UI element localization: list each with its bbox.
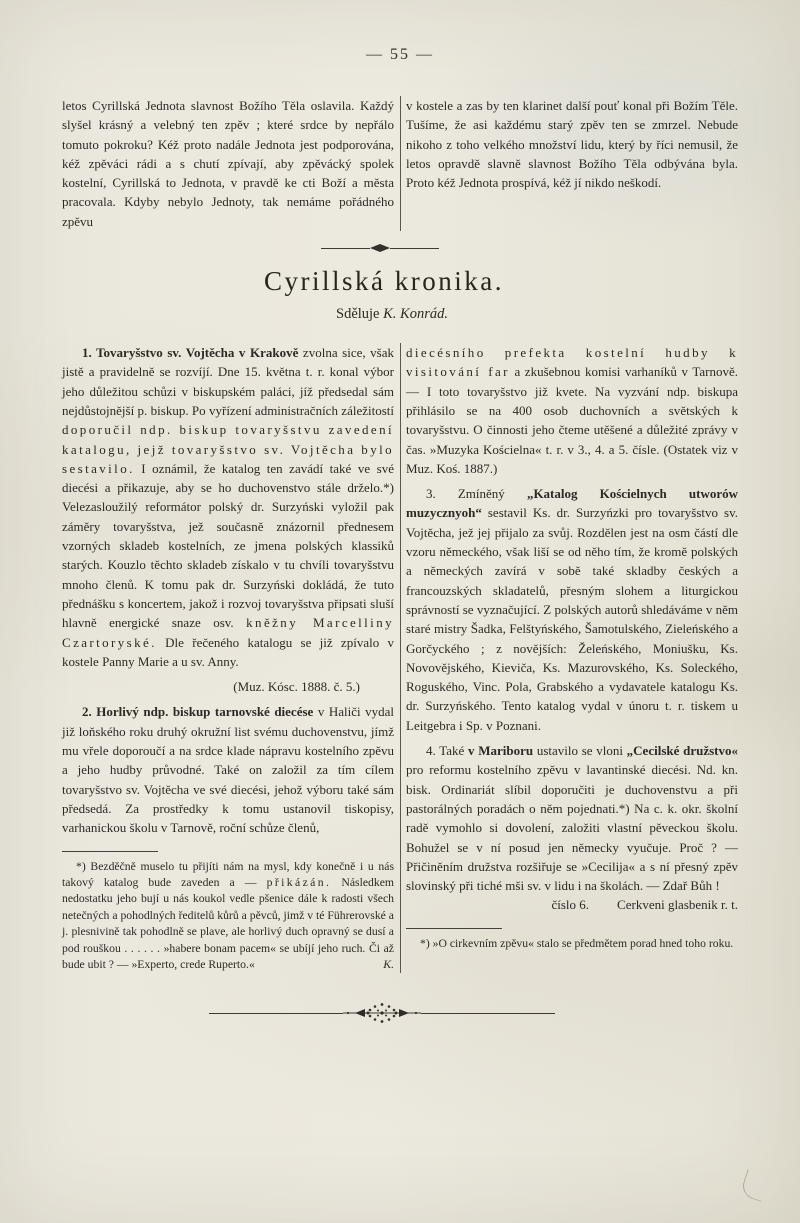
section-4-lead-b: „Cecilské družstvo« xyxy=(626,743,738,759)
article-subtitle xyxy=(0,306,792,323)
bottom-ornament xyxy=(209,1001,555,1025)
section-1-citation: (Muz. Kósc. 1888. č. 5.) xyxy=(233,679,360,695)
footnote-rule-left xyxy=(62,851,158,852)
scan-artifact xyxy=(739,1169,769,1202)
divider-line-left xyxy=(321,248,370,249)
subtitle-author: K. Konrád. xyxy=(383,306,448,323)
footnote-left-text-a: *) Bezděčně muselo tu přijíti nám na mysl, kdy konečně i u nás takový katalog bude zaveden a — xyxy=(62,859,394,889)
footnote-signature: K. xyxy=(383,957,394,971)
footnote-left-spaced: přikázán. xyxy=(266,875,332,889)
intro-right-column xyxy=(406,96,738,231)
section-3-paragraph xyxy=(406,484,738,735)
footnote-right: *) »O cirkevním zpěvu« stalo se předmětem porad hned toho roku. xyxy=(420,936,734,950)
section-1-spaced-a: doporučil ndp. biskup tovaryšstvu zavedení katalogu, jejž tovaryšstvo sv. Vojtěcha bylo sestavilo. xyxy=(62,422,394,476)
intro-left-paragraph: letos Cyrillská Jednota slavnost Božího Těla oslavila. Každý slyšel krásný a velebný ten zpěv ; které srdce by nepřálo tomuto pokroku? Kéž proto nadále Jednota jest podporována, kéž zpěváci rádi a s chutí zpívají, aby zpěvácký spolek kostelní, Cyrillská to Jednota, v pravdě ke cti Boží a města pracovala. Kdyby nebylo Jednoty, tak nemáme pořádného zpěvu xyxy=(62,98,394,229)
diamond-divider-icon xyxy=(370,244,390,252)
section-3-text-a: 3. Zmíněný xyxy=(426,486,527,502)
section-1-spaced-b: kněžny Marcelliny Czartoryské. xyxy=(62,615,394,650)
intro-right-paragraph: v kostele a zas by ten klarinet další pouť konal při Božím Těle. Tušíme, že asi každému starý zpěv ten se zmrzel. Nebude nikoho z toho velkého množství lidu, který by říci nemusil, že letos opravdě slavně slavnost Božího Těla odbývána byla. Proto kéž Jednota prospívá, kéž jí nikdo neškodí. xyxy=(406,98,738,191)
article-body xyxy=(62,343,738,973)
section-2-lead: 2. Horlivý ndp. biskup tarnovské diecése xyxy=(82,704,314,720)
section-4-text-b: ustavilo se vloni xyxy=(533,743,627,759)
section-3-text-b: sestavil Ks. dr. Surzyńzki pro tovaryšstvo sv. Vojtěcha, jež jej přijalo za svůj. Rozdělen jest na osm částí dle vzoru německého, však liší se od něho tím, že kromě polských a německých zavírá v sobě také skladby českých a francouzských skladatelů, přesným slohem a liturgickou správností se vyznačující. Z polských autorů shledáváme v něm staré mistry Šadka, Felštyńského, Šamotulského, Zieleńského a Gorčyckého ; z novějších: Želeńského, Moniušku, Ks. Novovějského, Kieviča, Ks. Mazurovského, Ks. Soleckého, Roguského, Vinc. Pola, Grabského a vydavatele katalogu Ks. dr. Surzyńského. Tento katalog vydal v únoru t. r. tiskem u Leitgebra i Sp. v Poznani. xyxy=(406,505,738,733)
footnote-rule-right xyxy=(406,928,502,929)
section-divider xyxy=(321,244,439,252)
body-column-rule xyxy=(400,343,401,973)
body-left-column xyxy=(62,343,394,973)
ornament-line-left xyxy=(209,1013,343,1014)
intro-column-rule xyxy=(400,96,401,231)
intro-left-column xyxy=(62,96,394,231)
continuation-text: a zkušebnou komisi varhaníků v Tarnově. — I toto tovaryšstvo již kvete. Na vyzvání ndp. biskupa přihlásilo se na 400 osob duchovních a světských k tovaryšstvu. O činnosti jeho čteme utěšené a důležité zprávy v čas. »Muzyka Kościelna« t. r. v 3., 4. a 5. čísle. (Ostatek viz v Muz. Koś. 1887.) xyxy=(406,364,738,476)
section-4-lead-a: v Mariboru xyxy=(468,743,534,759)
article-title: Cyrillská kronika. xyxy=(264,266,504,297)
section-2-paragraph xyxy=(62,702,394,837)
footnote-left xyxy=(62,859,394,974)
section-1-lead: 1. Tovaryšstvo sv. Vojtěcha v Krakově xyxy=(82,345,299,361)
section-4-attribution-issue: číslo 6. xyxy=(551,897,590,913)
page-number: — 55 — xyxy=(366,46,434,63)
section-2-continuation-paragraph xyxy=(406,343,738,478)
section-2-text: v Haliči vydal již loňského roku druhý okružní list svému duchovenstvu, jímž mu vřele doporoučí a na srdce klade nápravu kostelního zpěvu a jeho hudby průvodné. Také on založil za tím cílem tovaryšstvo sv. Vojtěcha ve své diecési, jehož výboru také sám předsedá. Za prostředky k tomu ustanovil tiskopisy, varhanickou školu v Tarnově, roční schůze členů, xyxy=(62,704,394,836)
continuation-spaced: diecésního prefekta kostelní hudby k visitování far xyxy=(406,345,738,380)
section-3-lead: „Katalog Kościelnych utworów muzycznyoh“ xyxy=(406,486,739,521)
subtitle-prefix: Sděluje xyxy=(336,306,380,323)
section-4-text-a: 4. Také xyxy=(426,743,469,759)
section-1-text-a: zvolna sice, však jistě a pravidelně se rozvíjí. Dne 15. května t. r. konal výbor jeho důležitou schůzi v biskupském paláci, jíž předsedal sám nejdůstojnější p. biskup. Po vyřízení administračních záležitostí xyxy=(62,345,394,418)
section-4-text-c: pro reformu kostelního zpěvu v lavantinské diecési. Nd. kn. bisk. Ordinariát slíbil doporučiti je duchovenstvu a při pastorálných poradách o něm pojednati.*) Na c. k. okr. školní radě vymohlo si dovolení, založiti vlastní pěveckou školu. Bohužel se v ní posud jen německy vyučuje. Proč ? — Přičiněním družstva rozšiřuje se »Cecilija« a s ní přesný zpěv slovinský při tiché mši sv. v lidu i na školách. — Zdař Bůh ! xyxy=(406,762,738,894)
section-1-text-b: I oznámil, že katalog ten zavádí také ve své diecési a přikazuje, aby se ho duchovenstvo stále drželo.*) Velezasloužilý reformátor polský dr. Surzyński vyložil pak záměry tovaryšstva, jež současně znázornil přednesem vzorných skladeb kostelních, ze jmena polských klassiků starých. Kouzlo těchto skladeb získalo v tu chvíli tovaryšstvu mnoho členů. K tomu pak dr. Surzyński dokládá, že tuto přednášku s koncertem, jakož i rozvoj tovaryšstva připsati sluší hlavně energické snaze osv. xyxy=(62,460,394,631)
ornament-rosette-icon xyxy=(343,1001,421,1025)
body-right-column xyxy=(406,343,738,973)
divider-line-right xyxy=(390,248,439,249)
section-1-paragraph xyxy=(62,343,394,671)
section-1-text-c: Dle řečeného katalogu se již zpívalo v kostele Panny Marie a u sv. Anny. xyxy=(62,634,394,669)
section-4-attribution-source: Cerkveni glasbenik r. t. xyxy=(617,897,738,913)
intro-section xyxy=(62,96,738,231)
ornament-line-right xyxy=(421,1013,555,1014)
footnote-left-text-b: Následkem nedostatku jeho bují u nás koukol vedle pšenice dále k radosti všech netečných a pohodlných ředitelů kůrů a pěvců, jimž v té Führerovské a j. plesnivině tak pohodlně se plave, ale horlivý duch opravný se dusí a pod rouškou . . . . . . »habere bonam pacem« se ubíjí jeho ruch. Či až bude ubit ? — »Experto, crede Ruperto.« xyxy=(62,875,395,971)
